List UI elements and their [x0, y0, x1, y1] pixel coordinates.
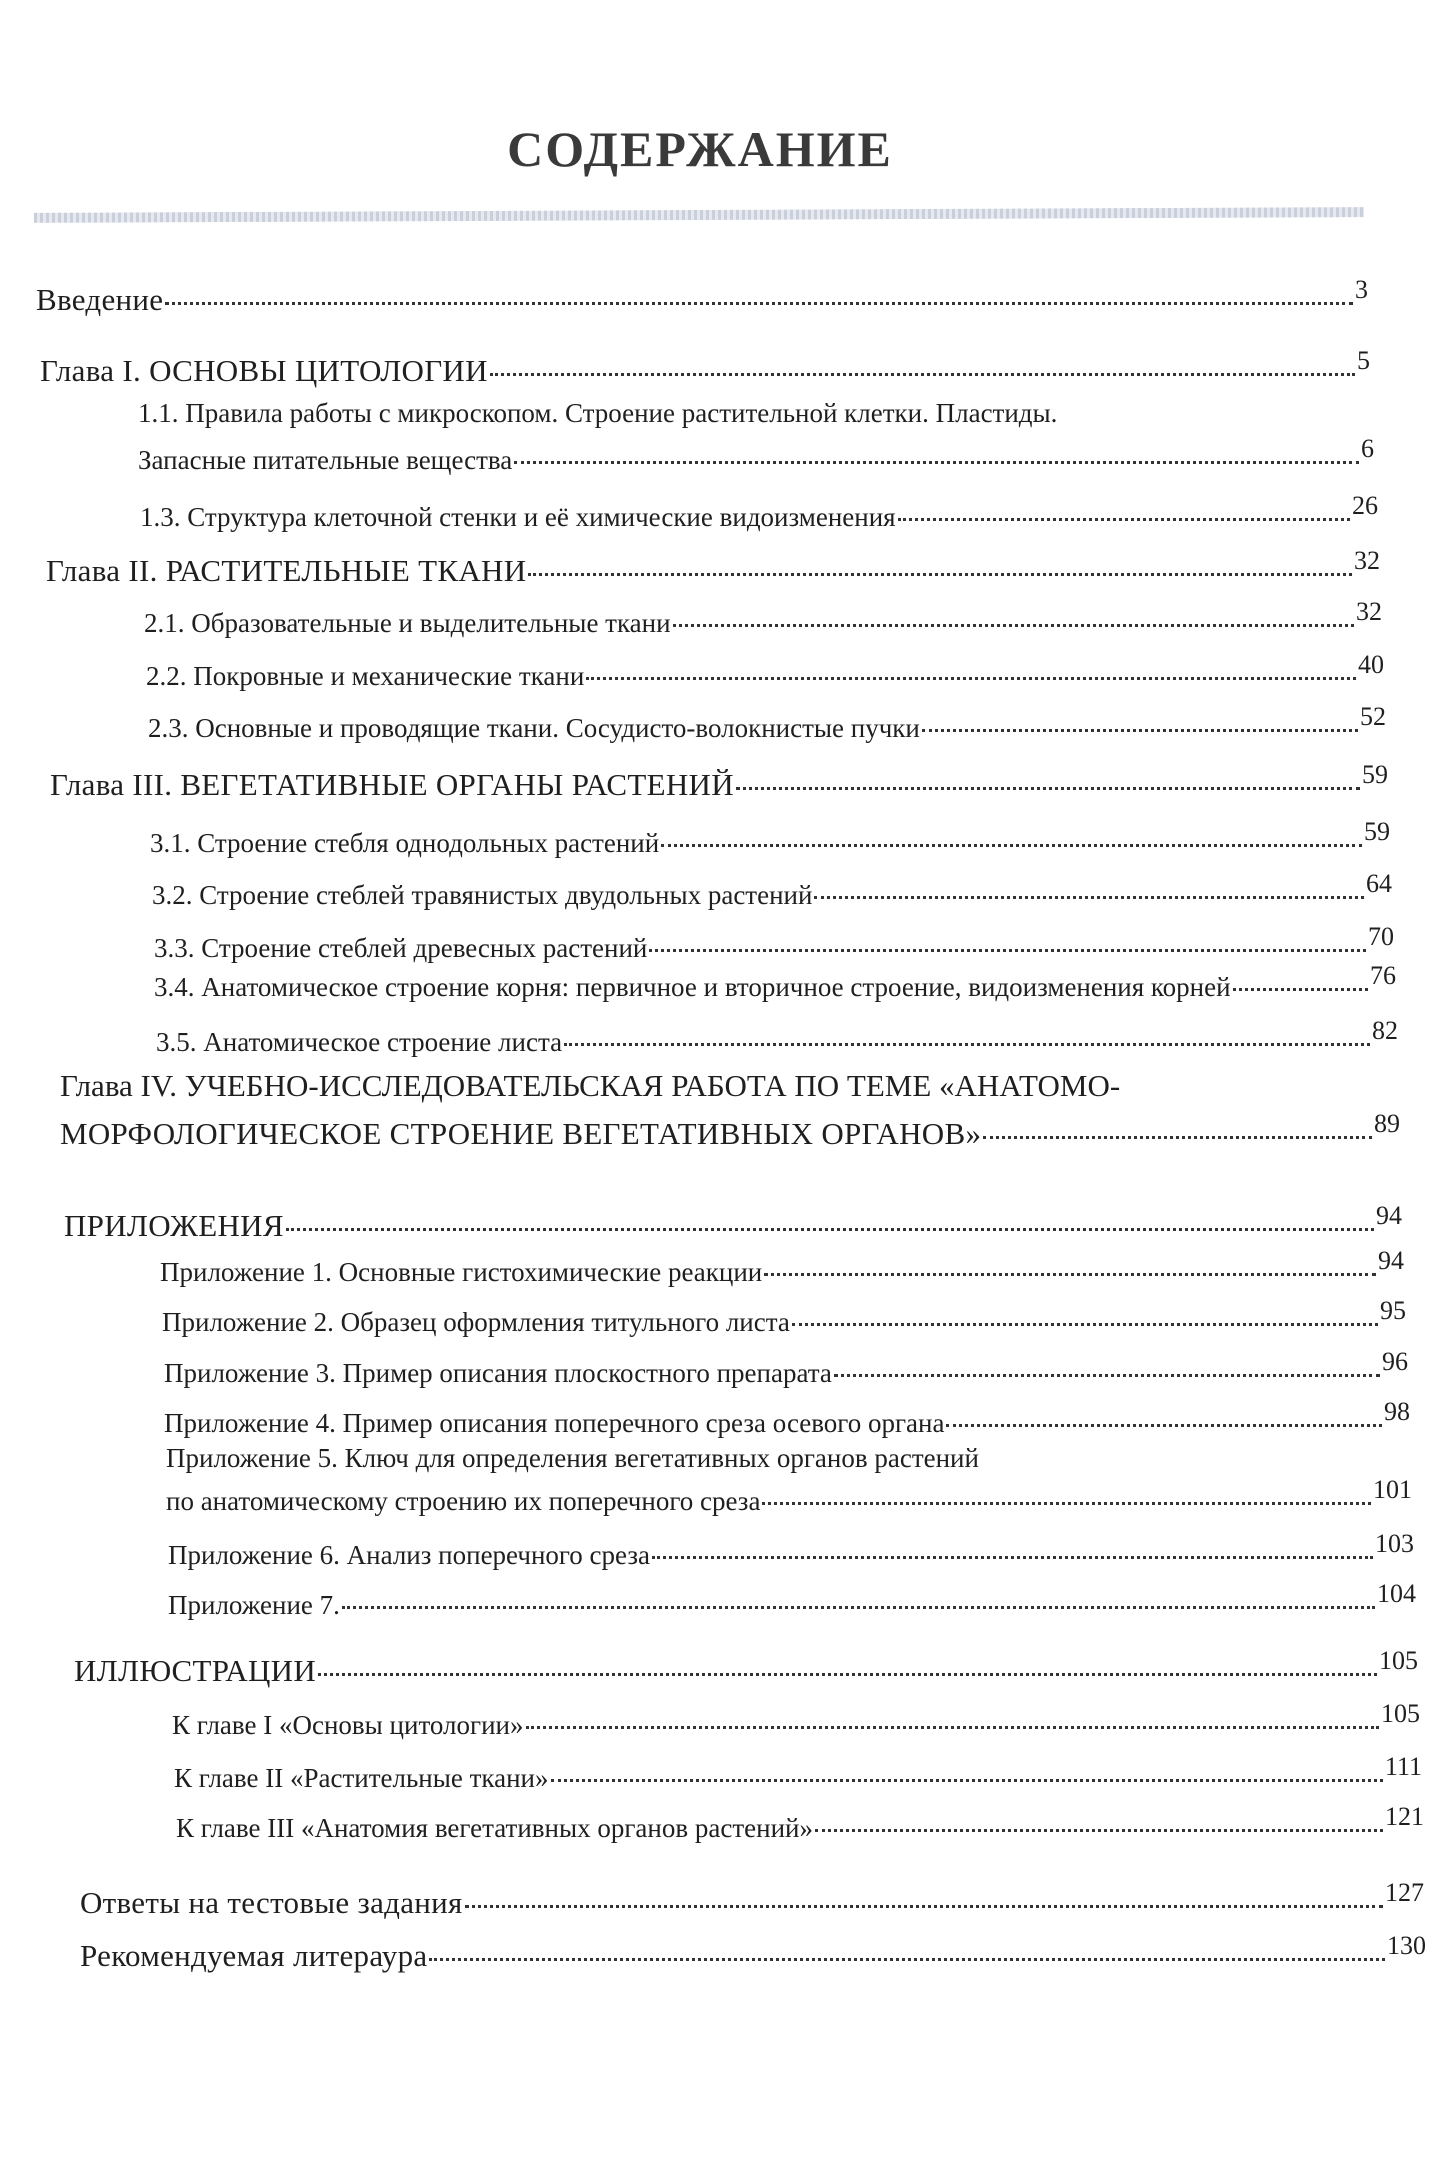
toc-entry-title: Введение	[36, 282, 164, 317]
toc-entry-title: 3.4. Анатомическое строение корня: первичное и вторичное строение, видоизменения корней	[154, 972, 1231, 1002]
toc-entry-title: Приложение 1. Основные гистохимические реакции	[160, 1257, 763, 1287]
dot-leader	[465, 1905, 1383, 1908]
toc-page-number: 64	[1366, 869, 1392, 898]
toc-page-number: 96	[1382, 1347, 1408, 1376]
dot-leader	[551, 1779, 1383, 1782]
toc-entry-title: 2.2. Покровные и механические ткани	[146, 661, 585, 691]
dot-leader	[922, 729, 1358, 732]
toc-entry-title: Приложение 6. Анализ поперечного среза	[168, 1540, 650, 1570]
dot-leader	[586, 677, 1356, 680]
dot-leader	[946, 1424, 1382, 1427]
toc-page-number: 94	[1376, 1201, 1402, 1230]
toc-page-number: 5	[1357, 346, 1370, 375]
toc-page-number: 95	[1380, 1296, 1406, 1325]
dot-leader	[514, 461, 1359, 464]
toc-page-number: 6	[1361, 434, 1374, 463]
toc-entry-title: МОРФОЛОГИЧЕСКОЕ СТРОЕНИЕ ВЕГЕТАТИВНЫХ ОРГАНОВ»	[60, 1116, 982, 1151]
toc-page-number: 32	[1356, 597, 1382, 626]
toc-entry-title: 2.3. Основные и проводящие ткани. Сосудисто-волокнистые пучки	[148, 713, 920, 743]
dot-leader	[564, 1043, 1370, 1046]
toc-entry-first-line: 1.1. Правила работы с микроскопом. Строение растительной клетки. Пластиды.	[138, 398, 1058, 428]
page-title: СОДЕРЖАНИЕ	[507, 121, 893, 177]
toc-entry-title: ИЛЛЮСТРАЦИИ	[74, 1653, 317, 1688]
dot-leader	[762, 1502, 1371, 1505]
toc-page-number: 104	[1377, 1579, 1416, 1608]
toc-page-number: 40	[1358, 650, 1384, 679]
dot-leader	[673, 624, 1354, 627]
toc-page-number: 59	[1364, 817, 1390, 846]
toc-page-number: 32	[1354, 546, 1380, 575]
dot-leader	[736, 787, 1360, 790]
toc-page-number: 127	[1385, 1878, 1424, 1907]
toc-page-number: 105	[1381, 1699, 1420, 1728]
toc-entry-title: 3.3. Строение стеблей древесных растений	[154, 933, 648, 963]
toc-page-number: 26	[1352, 491, 1378, 520]
dot-leader	[286, 1228, 1374, 1231]
dot-leader	[834, 1374, 1380, 1377]
dot-leader	[649, 949, 1366, 952]
dot-leader	[429, 1958, 1385, 1961]
toc-entry-first-line: Глава IV. УЧЕБНО-ИССЛЕДОВАТЕЛЬСКАЯ РАБОТА ПО ТЕМЕ «АНАТОМО-	[60, 1068, 1121, 1103]
dot-leader	[764, 1273, 1376, 1276]
toc-page-number: 52	[1360, 702, 1386, 731]
toc-entry-title: ПРИЛОЖЕНИЯ	[64, 1208, 284, 1243]
toc-page-number: 101	[1373, 1475, 1412, 1504]
toc-entry-first-line: Приложение 5. Ключ для определения вегетативных органов растений	[166, 1443, 979, 1473]
toc-page-number: 130	[1387, 1931, 1426, 1960]
toc-page-number: 94	[1378, 1246, 1404, 1275]
dot-leader	[898, 518, 1350, 521]
dot-leader	[792, 1323, 1378, 1326]
dot-leader	[661, 844, 1362, 847]
dot-leader	[814, 896, 1364, 899]
dot-leader	[526, 1726, 1380, 1729]
toc-entry-title: К главе I «Основы цитологии»	[172, 1710, 524, 1740]
toc-page-number: 76	[1370, 961, 1396, 990]
toc-entry-title: Глава III. ВЕГЕТАТИВНЫЕ ОРГАНЫ РАСТЕНИЙ	[50, 767, 734, 802]
toc-entry-title: по анатомическому строению их поперечного среза	[166, 1486, 761, 1516]
toc-entry-title: 1.3. Структура клеточной стенки и её химические видоизменения	[140, 502, 896, 532]
toc-page-number: 111	[1384, 1752, 1422, 1781]
dot-leader	[983, 1136, 1372, 1139]
toc-entry-title: 3.1. Строение стебля однодольных растений	[150, 828, 660, 858]
dot-leader	[652, 1556, 1373, 1559]
toc-entry-title: Приложение 2. Образец оформления титульного листа	[162, 1307, 790, 1337]
toc-entry-title: Приложение 4. Пример описания поперечного среза осевого органа	[164, 1408, 945, 1438]
toc-page-number: 82	[1372, 1016, 1398, 1045]
toc-entry-title: 3.5. Анатомическое строение листа	[156, 1027, 563, 1057]
dot-leader	[528, 573, 1352, 576]
toc-page-number: 3	[1355, 275, 1368, 304]
toc-entry-title: Глава I. ОСНОВЫ ЦИТОЛОГИИ	[40, 353, 488, 388]
toc-entry-title: Глава II. РАСТИТЕЛЬНЫЕ ТКАНИ	[46, 553, 527, 588]
toc-page-number: 59	[1362, 760, 1388, 789]
toc-entry-title: Ответы на тестовые задания	[80, 1885, 463, 1920]
toc-entry-title: 2.1. Образовательные и выделительные ткани	[144, 608, 671, 638]
dot-leader	[318, 1673, 1377, 1676]
toc-entry-title: Запасные питательные вещества	[138, 445, 513, 475]
dot-leader	[165, 302, 1353, 305]
toc-page-number: 89	[1374, 1109, 1400, 1138]
toc-page-number: 105	[1379, 1646, 1418, 1675]
toc-page-number: 98	[1384, 1397, 1410, 1426]
toc-entry-title: Приложение 3. Пример описания плоскостного препарата	[164, 1358, 832, 1388]
dot-leader	[1233, 988, 1368, 991]
dot-leader	[490, 373, 1355, 376]
toc-entry-title: Приложение 7.	[168, 1590, 340, 1620]
dot-leader	[342, 1606, 1375, 1609]
toc-page-number: 121	[1385, 1802, 1424, 1831]
toc-entry-title: К главе II «Растительные ткани»	[174, 1763, 549, 1793]
toc-page-number: 103	[1375, 1529, 1414, 1558]
toc-entry-title: 3.2. Строение стеблей травянистых двудольных растений	[152, 880, 813, 910]
toc-page-number: 70	[1368, 922, 1394, 951]
toc-entry-title: К главе III «Анатомия вегетативных органов растений»	[176, 1813, 813, 1843]
dot-leader	[815, 1829, 1383, 1832]
toc-entry-title: Рекомендуемая литераура	[80, 1938, 428, 1973]
